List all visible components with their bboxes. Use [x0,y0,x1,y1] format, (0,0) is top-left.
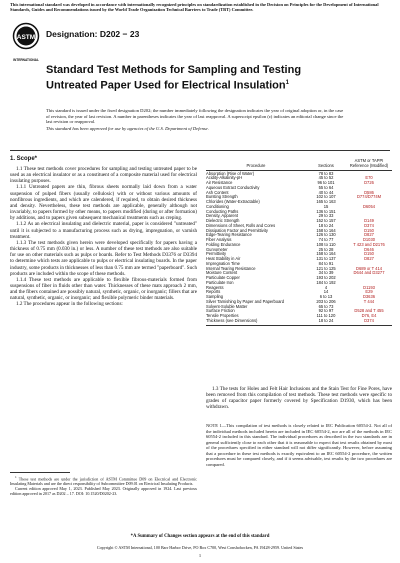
sections-cell: 126 to 130 [316,232,336,238]
procedure-cell: Internal Tearing Resistance [206,265,256,271]
table-row [206,319,392,325]
dod-approval: This standard has been approved for use by agencies of the U.S. Department of Defense. [46,126,209,131]
sections-cell: 55 to 64 [318,184,334,190]
footnotes [10,475,197,496]
procedure-cell: Heat Stability in Air [206,256,241,261]
procedure-cell: Ash Content [206,189,229,195]
procedure-cell: Sampling [206,294,224,299]
para-1-1: 1.1 These test methods cover procedures for sampling and testing untreated paper to be used as an electrical insulator or as a constituent of a composite material used for electrical insulating purposes. [10,166,197,185]
preamble: This standard is issued under the fixed designation D202; the number immediately following the designation indicates the year of original adoption or, in the case of revision, the year of last revision. A number in parentheses indicates the year of last reapproval. A superscript epsilon (ε) indicates an editorial change since the last revision or reapproval. [46,108,344,125]
sections-cell: 193 to 202 [316,275,336,280]
procedure-cell: Reagents [206,284,224,290]
procedure-cell: Particulate Copper [206,275,240,280]
sections-cell: 15 [323,203,329,209]
sections-cell: 14 [323,289,329,295]
reference-cell: D6054 [362,203,376,209]
sections-cell: 40 to 44 [318,189,334,195]
reference-cell: D76, E4 [361,313,377,318]
procedure-cell: Aqueous Extract Conductivity [206,184,260,190]
reference-cell: D644 and D3277 [353,270,385,276]
procedure-cell: Thickness (see Dimensions) [206,319,306,325]
sections-cell: 96 to 101 [317,180,335,185]
sections-cell: 131 to 137 [316,256,336,261]
sections-cell: 78 to 83 [318,170,334,176]
sections-cell: 84 to 91 [318,260,334,266]
reference-cell: D374 [346,319,392,325]
footnote-1 [10,475,197,486]
astm-logo [12,22,40,62]
sections-cell: 121 to 125 [316,265,336,271]
sections-cell: 158 to 164 [316,227,336,233]
reference-cell: D150 [364,227,374,233]
procedure-cell: Chlorides (Water-Extractable) [206,199,260,204]
sections-cell: 45 to 52 [318,175,334,181]
sections-cell: 18 to 24 [318,222,334,228]
procedure-cell: Dissipation Factor and Permittivity [206,227,268,233]
reference-cell: D1193 [363,284,375,290]
document-title [46,64,346,92]
right-column-text [206,386,392,411]
procedure-cell: Tensile Properties [206,313,239,318]
header-sections: Sections [306,159,346,170]
procedure-cell: Fiber Analysis [206,237,232,242]
reference-cell: D827 [364,232,374,238]
sections-cell: 203 to 206 [316,298,336,304]
note-1: NOTE 1—This compilation of test methods is closely related to IEC Publication 60554-2. Not all of the individual methods included herein are included in IEC 60554-2, nor are all of the methods in IEC 60554-2 included in this standard. The individual procedures as described in the two standards are in general sufficiently close to each other that it is reasonable to expect that test results obtained by most of the procedures specified in either standard will not differ significantly. However, before assuming that a procedure in these test methods is exactly equivalent to an IEC 60554-2 procedure, the written procedures must be compared closely, and if it seems advisable, test results by the two procedures are compared. [206,423,392,467]
procedure-cell: Gurvometer [206,246,228,252]
trade-notice: This international standard was developed in accordance with internationally recognized principles on standardization established in the Decision on Principles for the Development of International Standards, Guides and Recommendations issued by the World Trade Organization Technical Barriers to Trade (TBT) Committee. [10,2,379,13]
logo-text: INTERNATIONAL [13,58,39,62]
procedure-cell: Air Resistance [206,180,233,185]
sections-cell: 25 to 28 [318,246,334,252]
para-1-1-4: 1.1.4 These test methods are applicable to flexible fibrous-materials formed from suspensions of fiber in fluids other than water. Thicknesses of these mats approach 2 mm, and the fibers contained are possibly natural, synthetic, organic, or inorganic; fillers that are natural, synthetic, organic, or inorganic; and flexible polymeric binder materials. [10,276,197,302]
procedure-cell: Acidity-Alkalinity-pH [206,175,243,181]
sections-cell: 65 to 73 [318,303,334,309]
reference-cell: D646 [364,246,374,252]
scope-heading: 1. Scope* [10,156,38,162]
sections-cell: 92 to 97 [318,308,334,314]
para-1-1-2: 1.1.2 As an electrical insulating and dielectric material, paper is considered "untreated" until it is subjected to a manufacturing process such as drying, impregnation, or varnish treatment. [10,221,197,240]
reference-cell: D3636 [362,294,376,299]
footnote-mark: 1 [15,475,17,479]
sections-cell: 34 to 39 [318,270,334,276]
table-body [206,170,392,325]
procedure-cell: Surface Friction [206,308,235,314]
sections-cell: 29 to 33 [318,213,334,219]
table-header-row [206,159,392,170]
sections-cell: 158 to 164 [316,251,336,257]
procedure-cell: Dimensions of Sheet, Rolls and Cores [206,222,276,228]
procedure-cell: Conditioning [206,203,229,209]
para-1-1-3: 1.1.3 The test methods given herein were developed specifically for papers having a thickness of 0.75 mm (0.030 in.) or less. A number of these test methods are also suitable for use on other materials such as pulps or boards. Refer to Test Methods D3376 or D3394 to determine which tests are applicable to pulps or electrical insulating boards. In the paper industry, some products in thicknesses of less than 0.75 mm are termed "paperboard". Such products are included within the scope of these methods. [10,239,197,277]
sections-cell: 108 to 110 [316,241,336,247]
designation: Designation: D202 − 23 [46,29,140,39]
title-footnote-mark: 1 [285,79,289,86]
title-text: Standard Test Methods for Sampling and Testing Untreated Paper Used for Electrical Insulation [46,64,302,92]
para-1-1-1: 1.1.1 Untreated papers are thin, fibrous sheets normally laid down from a water suspension of pulped fibers (usually cellulosic) with or without various amounts of nonfibrous ingredients, and which are calendered, if required, to obtain desired thickness and density. Nevertheless, these test methods are applicable, generally although not invariably, to papers formed by other means, to papers modified (during or after formation) by additions, and to papers given subsequent mechanical treatments such as creping. [10,184,197,222]
reference-cell: D827 [364,256,374,261]
reference-cell: D774/D774M [356,194,382,200]
sections-cell: 102 to 107 [316,194,336,200]
procedure-cell: Permittivity [206,251,227,257]
procedure-cell: Particulate Iron [206,279,234,285]
reference-cell: T 423 and D2176 [353,241,385,247]
procedure-cell: Bursting Strength [206,194,238,200]
header-divider [10,150,390,151]
header-reference: ASTM or TAPPI Reference (Modified) [346,159,392,170]
procedures-table-container [206,159,392,326]
reference-cell: E70 [365,175,373,181]
reference-cell: D1030 [362,237,376,242]
reference-cell: D528 and T 455 [354,308,384,314]
header-procedure: Procedure [206,159,306,170]
procedure-cell: Absorption (Rise of Water) [206,170,255,176]
copyright: Copyright © ASTM International, 100 Barr Harbor Drive, PO Box C700, West Conshohocken, PA 19428-2959. United States [96,545,304,550]
procedure-cell: Solvent-Soluble Matter [206,303,248,309]
sections-cell: 136 to 151 [316,208,336,214]
reference-cell: D586 [364,189,374,195]
sections-cell: 152 to 157 [316,218,336,223]
procedure-cell: Conducting Paths [206,208,239,214]
procedures-table [206,159,392,326]
para-1-2: 1.2 The procedures appear in the following sections: [16,301,123,308]
reference-cell: E29 [365,289,373,295]
sections-cell: 111 to 120 [316,313,336,318]
procedure-cell: Folding Endurance [206,241,241,247]
left-column [10,166,197,308]
sections-cell: 18 to 24 [306,319,346,325]
reference-cell: D374 [364,222,374,228]
procedure-cell: Silver Tarnishing by Paper and Paperboard [206,298,284,304]
reference-cell: T 444 [363,298,375,304]
footnote-1-text: These test methods are under the jurisdiction of ASTM Committee D09 on Electrical and Electronic Insulating Materials and are the direct responsibility of Subcommittee D09.01 on Electrical Insulating Products. [10,476,198,487]
summary-notice: *A Summary of Changes section appears at the end of this standard [130,534,270,539]
sections-cell: 6 to 13 [319,294,333,299]
footnote-rule [10,472,70,473]
procedure-cell: Dielectric Strength [206,218,240,223]
procedure-cell: Edge-Tearing Resistance [206,232,252,238]
svg-text:ASTM: ASTM [16,34,36,41]
procedure-cell: Reports [206,289,221,295]
page-number: 1 [198,553,202,558]
reference-cell: D149 [364,218,374,223]
reference-cell: D689 or T 414 [355,265,383,271]
sections-cell: 74 to 77 [318,237,334,242]
procedure-cell: Impregnation Time [206,260,240,266]
procedure-cell: Density, Apparent [206,213,239,219]
sections-cell: 184 to 192 [316,279,336,285]
reference-cell: D726 [364,180,374,185]
reference-cell: D150 [364,251,374,257]
footnote-2: Current edition approved May 1, 2023. Published May 2023. Originally approved in 1924. Last previous edition approved in 2017 as D202 – 17. DOI: 10.1520/D0202-23. [10,486,197,497]
sections-cell: 165 to 163 [316,199,336,204]
procedure-cell: Moisture Content [206,270,238,276]
sections-cell: 4 [324,284,328,290]
para-1-3: 1.3 The tests for Holes and Felt Hair Inclusions and the Stain Test for Fine Pores, have been removed from this compilation of test methods. These test methods were specific to grades of capacitor paper formerly covered by Specification D1930, which has been withdrawn. [206,386,392,411]
